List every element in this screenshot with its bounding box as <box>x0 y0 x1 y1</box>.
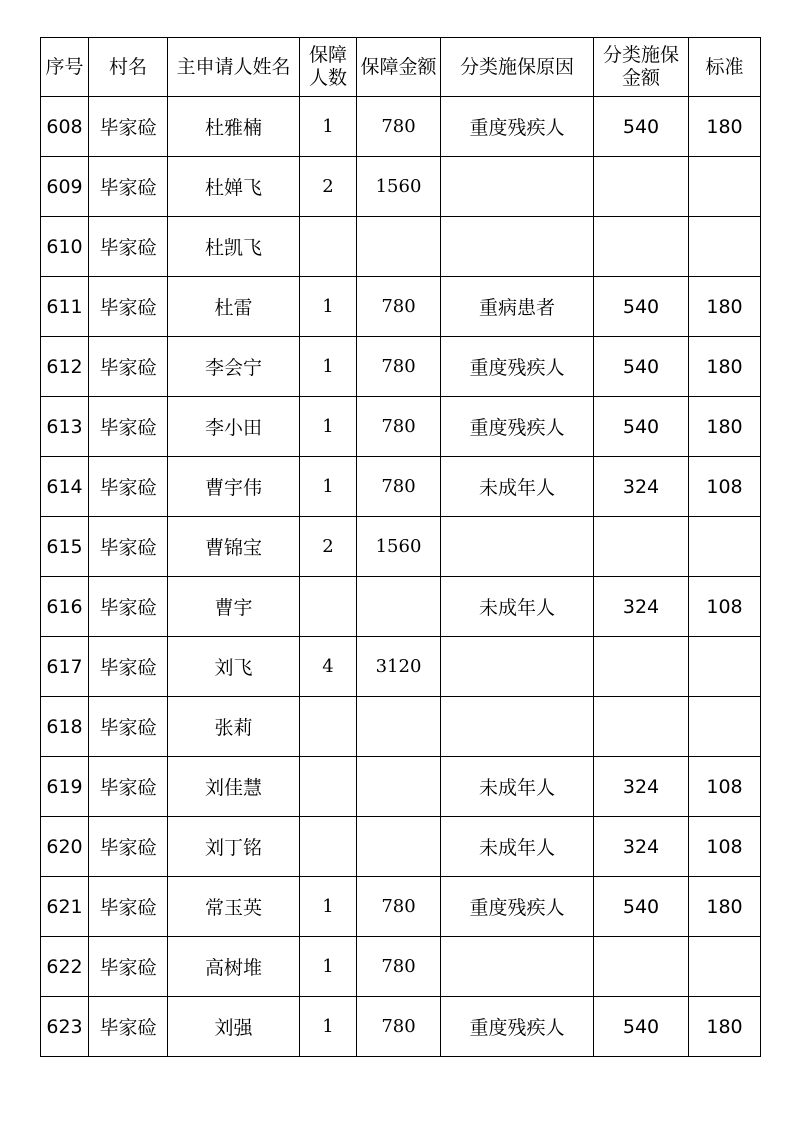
cell-covered-amount: 780 <box>357 457 441 517</box>
cell-covered-count <box>300 817 357 877</box>
cell-covered-count <box>300 577 357 637</box>
cell-applicant-name: 曹宇 <box>168 577 300 637</box>
cell-category-reason: 未成年人 <box>441 577 594 637</box>
cell-category-reason: 重度残疾人 <box>441 397 594 457</box>
table-row <box>41 217 761 277</box>
header-applicant-name: 主申请人姓名 <box>168 38 300 97</box>
cell-covered-amount <box>357 577 441 637</box>
cell-standard <box>689 217 761 277</box>
cell-covered-count: 2 <box>300 157 357 217</box>
cell-applicant-name: 曹宇伟 <box>168 457 300 517</box>
header-standard: 标准 <box>689 38 761 97</box>
cell-seq: 622 <box>41 937 89 997</box>
cell-seq: 615 <box>41 517 89 577</box>
header-village: 村名 <box>89 38 168 97</box>
table-row <box>41 937 761 997</box>
table-row <box>41 457 761 517</box>
cell-category-reason: 重度残疾人 <box>441 97 594 157</box>
cell-category-amount <box>594 637 689 697</box>
cell-covered-amount: 780 <box>357 337 441 397</box>
cell-seq: 610 <box>41 217 89 277</box>
cell-seq: 611 <box>41 277 89 337</box>
cell-applicant-name: 刘强 <box>168 997 300 1057</box>
cell-category-amount <box>594 517 689 577</box>
cell-covered-count: 1 <box>300 97 357 157</box>
cell-covered-count <box>300 697 357 757</box>
cell-covered-amount <box>357 817 441 877</box>
cell-village: 毕家硷 <box>89 997 168 1057</box>
cell-category-amount: 540 <box>594 97 689 157</box>
cell-covered-amount: 780 <box>357 937 441 997</box>
cell-standard <box>689 637 761 697</box>
cell-category-amount <box>594 157 689 217</box>
cell-applicant-name: 刘佳慧 <box>168 757 300 817</box>
header-category-reason: 分类施保原因 <box>441 38 594 97</box>
cell-seq: 609 <box>41 157 89 217</box>
table-row <box>41 97 761 157</box>
table-row <box>41 517 761 577</box>
cell-category-reason <box>441 157 594 217</box>
assistance-roster-table <box>40 37 761 1057</box>
header-covered-amount: 保障金额 <box>357 38 441 97</box>
cell-category-amount: 540 <box>594 877 689 937</box>
cell-category-amount: 324 <box>594 577 689 637</box>
cell-applicant-name: 杜凯飞 <box>168 217 300 277</box>
cell-category-amount: 324 <box>594 817 689 877</box>
cell-covered-count: 1 <box>300 937 357 997</box>
table-row <box>41 697 761 757</box>
table-row <box>41 577 761 637</box>
table-row <box>41 277 761 337</box>
table-row <box>41 637 761 697</box>
cell-covered-count <box>300 757 357 817</box>
table-row <box>41 157 761 217</box>
table-row <box>41 817 761 877</box>
cell-applicant-name: 刘丁铭 <box>168 817 300 877</box>
cell-covered-count: 1 <box>300 337 357 397</box>
cell-village: 毕家硷 <box>89 157 168 217</box>
table-row <box>41 997 761 1057</box>
cell-village: 毕家硷 <box>89 757 168 817</box>
cell-covered-count: 1 <box>300 397 357 457</box>
cell-category-reason: 重病患者 <box>441 277 594 337</box>
table-body <box>41 97 761 1057</box>
cell-covered-count: 1 <box>300 457 357 517</box>
cell-category-reason <box>441 637 594 697</box>
cell-village: 毕家硷 <box>89 517 168 577</box>
cell-applicant-name: 刘飞 <box>168 637 300 697</box>
cell-standard: 108 <box>689 457 761 517</box>
cell-category-reason <box>441 937 594 997</box>
cell-standard: 108 <box>689 817 761 877</box>
cell-standard: 108 <box>689 757 761 817</box>
cell-covered-amount: 1560 <box>357 157 441 217</box>
cell-category-amount <box>594 937 689 997</box>
cell-seq: 617 <box>41 637 89 697</box>
cell-village: 毕家硷 <box>89 337 168 397</box>
cell-applicant-name: 张莉 <box>168 697 300 757</box>
cell-applicant-name: 杜雅楠 <box>168 97 300 157</box>
cell-covered-amount <box>357 217 441 277</box>
cell-applicant-name: 杜雷 <box>168 277 300 337</box>
cell-covered-count: 2 <box>300 517 357 577</box>
cell-village: 毕家硷 <box>89 397 168 457</box>
cell-village: 毕家硷 <box>89 697 168 757</box>
cell-applicant-name: 李小田 <box>168 397 300 457</box>
cell-village: 毕家硷 <box>89 937 168 997</box>
cell-standard <box>689 157 761 217</box>
cell-applicant-name: 李会宁 <box>168 337 300 397</box>
cell-category-amount: 540 <box>594 277 689 337</box>
cell-category-reason: 未成年人 <box>441 817 594 877</box>
cell-applicant-name: 常玉英 <box>168 877 300 937</box>
cell-village: 毕家硷 <box>89 637 168 697</box>
cell-covered-count: 4 <box>300 637 357 697</box>
header-seq: 序号 <box>41 38 89 97</box>
cell-standard: 180 <box>689 97 761 157</box>
cell-category-amount <box>594 217 689 277</box>
cell-category-amount: 324 <box>594 757 689 817</box>
cell-village: 毕家硷 <box>89 217 168 277</box>
cell-village: 毕家硷 <box>89 457 168 517</box>
cell-category-reason: 未成年人 <box>441 457 594 517</box>
cell-standard: 180 <box>689 337 761 397</box>
cell-category-amount: 540 <box>594 337 689 397</box>
cell-applicant-name: 曹锦宝 <box>168 517 300 577</box>
cell-covered-count <box>300 217 357 277</box>
cell-applicant-name: 杜婵飞 <box>168 157 300 217</box>
cell-standard: 180 <box>689 997 761 1057</box>
cell-village: 毕家硷 <box>89 877 168 937</box>
cell-category-amount <box>594 697 689 757</box>
cell-covered-amount <box>357 757 441 817</box>
cell-category-reason: 未成年人 <box>441 757 594 817</box>
cell-covered-amount: 780 <box>357 877 441 937</box>
cell-category-reason <box>441 517 594 577</box>
cell-category-amount: 540 <box>594 397 689 457</box>
cell-village: 毕家硷 <box>89 277 168 337</box>
cell-village: 毕家硷 <box>89 97 168 157</box>
cell-covered-count: 1 <box>300 997 357 1057</box>
cell-category-amount: 540 <box>594 997 689 1057</box>
cell-seq: 613 <box>41 397 89 457</box>
table-row <box>41 757 761 817</box>
cell-seq: 619 <box>41 757 89 817</box>
cell-seq: 612 <box>41 337 89 397</box>
cell-category-amount: 324 <box>594 457 689 517</box>
cell-seq: 621 <box>41 877 89 937</box>
cell-standard <box>689 697 761 757</box>
cell-covered-amount: 1560 <box>357 517 441 577</box>
cell-seq: 618 <box>41 697 89 757</box>
cell-seq: 623 <box>41 997 89 1057</box>
cell-seq: 616 <box>41 577 89 637</box>
cell-covered-amount: 3120 <box>357 637 441 697</box>
cell-category-reason <box>441 217 594 277</box>
cell-covered-amount: 780 <box>357 997 441 1057</box>
cell-standard: 108 <box>689 577 761 637</box>
cell-seq: 620 <box>41 817 89 877</box>
table-row <box>41 337 761 397</box>
cell-standard <box>689 517 761 577</box>
cell-category-reason: 重度残疾人 <box>441 337 594 397</box>
cell-covered-amount: 780 <box>357 397 441 457</box>
cell-covered-amount <box>357 697 441 757</box>
cell-seq: 608 <box>41 97 89 157</box>
cell-covered-count: 1 <box>300 877 357 937</box>
cell-category-reason: 重度残疾人 <box>441 997 594 1057</box>
cell-village: 毕家硷 <box>89 577 168 637</box>
cell-covered-count: 1 <box>300 277 357 337</box>
cell-standard: 180 <box>689 397 761 457</box>
cell-village: 毕家硷 <box>89 817 168 877</box>
header-covered-count: 保障人数 <box>300 38 357 97</box>
table-row <box>41 877 761 937</box>
cell-category-reason <box>441 697 594 757</box>
cell-covered-amount: 780 <box>357 277 441 337</box>
cell-standard <box>689 937 761 997</box>
cell-standard: 180 <box>689 277 761 337</box>
cell-category-reason: 重度残疾人 <box>441 877 594 937</box>
header-row <box>41 38 761 97</box>
cell-standard: 180 <box>689 877 761 937</box>
header-category-amount: 分类施保金额 <box>594 38 689 97</box>
cell-applicant-name: 高树堆 <box>168 937 300 997</box>
cell-seq: 614 <box>41 457 89 517</box>
cell-covered-amount: 780 <box>357 97 441 157</box>
table-row <box>41 397 761 457</box>
